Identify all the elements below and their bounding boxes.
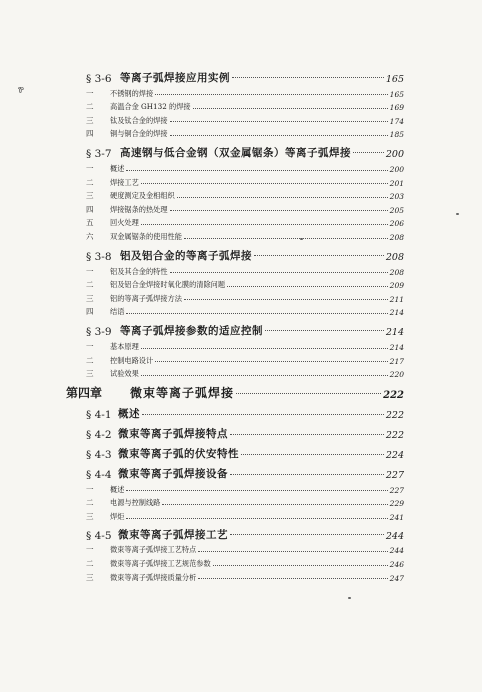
toc-entry-item [66, 263, 404, 277]
toc-entry-item [66, 555, 404, 569]
toc-entry-item [66, 201, 404, 215]
toc-entry-title: 微束等离子弧焊接设备 [118, 468, 228, 481]
dot-leader [353, 152, 384, 153]
toc-entry-item [66, 99, 404, 113]
toc-entry-item [66, 215, 404, 229]
toc-entry-title: 试验效果 [110, 369, 139, 379]
toc-entry-chap [66, 379, 404, 401]
dot-leader [126, 518, 387, 519]
toc-entry-item [66, 160, 404, 174]
toc-entry-page: 169 [389, 103, 404, 113]
toc-entry-number: § 4-1 [86, 409, 112, 422]
dot-leader [198, 578, 387, 579]
toc-entry-title: 焊接工艺 [110, 177, 139, 187]
table-of-contents [66, 64, 404, 583]
toc-entry-item [66, 352, 404, 366]
toc-entry-number: 三 [86, 572, 94, 582]
toc-entry-title: 钛及钛合金的焊接 [110, 115, 168, 125]
toc-entry-title: 高速钢与低合金钢（双金属锯条）等离子弧焊接 [120, 147, 351, 160]
dot-leader [170, 121, 388, 122]
toc-entry-sec2 [66, 522, 404, 542]
toc-entry-page: 214 [385, 327, 404, 339]
dot-leader [254, 255, 384, 256]
toc-entry-item [66, 304, 404, 318]
toc-entry-page: 227 [389, 485, 404, 495]
toc-entry-title: 高温合金 GH132 的焊接 [110, 102, 191, 112]
toc-entry-number: 二 [86, 355, 94, 365]
dot-leader [227, 286, 388, 287]
toc-entry-number: 三 [86, 293, 94, 303]
toc-entry-title: 铝及其合金的特性 [110, 266, 168, 276]
dot-leader [170, 135, 388, 136]
toc-entry-title: 微束等离子弧焊接工艺规范参数 [110, 559, 211, 569]
dot-leader [155, 94, 388, 95]
toc-entry-sec2 [66, 401, 404, 421]
dot-leader [141, 183, 388, 184]
toc-entry-number: § 3-7 [86, 148, 112, 161]
toc-entry-item [66, 481, 404, 495]
dot-leader [141, 224, 388, 225]
toc-entry-page: 241 [389, 512, 404, 522]
toc-entry-number: 一 [86, 484, 94, 494]
toc-entry-sec [66, 317, 404, 338]
toc-entry-item [66, 495, 404, 509]
toc-entry-number: 二 [86, 498, 94, 508]
toc-entry-number: 二 [86, 559, 94, 569]
toc-entry-item [66, 366, 404, 380]
toc-entry-item [66, 126, 404, 140]
toc-entry-item [66, 338, 404, 352]
toc-entry-page: 165 [389, 89, 404, 99]
toc-entry-page: 246 [389, 560, 404, 570]
toc-entry-page: 244 [385, 530, 404, 542]
toc-entry-item [66, 290, 404, 304]
dot-leader [184, 299, 388, 300]
toc-entry-item [66, 569, 404, 583]
dot-leader [170, 272, 388, 273]
toc-entry-number: 一 [86, 88, 94, 98]
toc-entry-title: 等离子弧焊接应用实例 [120, 72, 230, 84]
toc-entry-page: 244 [389, 546, 404, 556]
toc-entry-number: 四 [86, 204, 94, 214]
toc-entry-title: 微束等离子弧的伏安特性 [118, 448, 239, 461]
toc-entry-item [66, 174, 404, 188]
toc-entry-page: 247 [389, 573, 404, 583]
toc-entry-item [66, 542, 404, 556]
dot-leader [141, 348, 388, 349]
dot-leader [155, 361, 388, 362]
toc-entry-title: 回火处理 [110, 218, 139, 228]
toc-entry-sec [66, 139, 404, 160]
dot-leader [236, 393, 381, 394]
toc-entry-title: 铝及铝合金的等离子弧焊接 [120, 249, 252, 262]
toc-entry-number: § 3-8 [86, 250, 112, 263]
dot-leader [230, 534, 384, 535]
toc-entry-title: 铝及铝合金焊接时氧化膜的清除问题 [110, 280, 226, 290]
toc-entry-number: 三 [86, 369, 94, 379]
toc-entry-title: 硬度测定及金相组织 [110, 191, 175, 201]
toc-entry-number: 三 [86, 511, 94, 521]
toc-entry-number: § 3-9 [86, 326, 112, 339]
dot-leader [213, 565, 388, 566]
toc-entry-page: 220 [389, 370, 404, 380]
toc-entry-page: 205 [389, 205, 404, 215]
dot-leader [198, 551, 387, 552]
scan-speck [348, 597, 351, 599]
toc-entry-page: 209 [389, 281, 404, 291]
dot-leader [265, 330, 384, 331]
toc-entry-number: 一 [86, 545, 94, 555]
toc-entry-number: 六 [86, 231, 94, 241]
toc-entry-number: 三 [86, 191, 94, 201]
toc-entry-number: § 4-5 [86, 529, 112, 542]
toc-entry-title: 结语 [110, 307, 125, 317]
toc-entry-page: 200 [385, 149, 404, 161]
toc-entry-title: 铜与铜合金的焊接 [110, 129, 168, 139]
dot-leader [230, 434, 384, 435]
toc-entry-page: 174 [389, 116, 404, 126]
toc-entry-number: 五 [86, 218, 94, 228]
toc-entry-title: 微束等离子弧焊接工艺 [118, 528, 228, 541]
toc-entry-number: § 3-6 [86, 73, 112, 85]
toc-entry-title: 微束等离子弧焊接 [130, 386, 235, 401]
toc-entry-title: 双金属锯条的使用性能 [110, 231, 182, 241]
toc-entry-page: 211 [389, 294, 404, 304]
toc-entry-title: 概述 [118, 408, 140, 421]
toc-entry-title: 概述 [110, 163, 125, 173]
toc-entry-sec [66, 242, 404, 263]
toc-entry-page: 227 [385, 470, 404, 482]
dot-leader [142, 414, 384, 415]
dot-leader [141, 375, 388, 376]
toc-entry-page: 222 [383, 390, 404, 402]
margin-mark: Ꮘ [18, 86, 24, 95]
toc-entry-title: 电源与控制线路 [110, 498, 161, 508]
dot-leader [241, 454, 384, 455]
toc-entry-number: § 4-3 [86, 449, 112, 462]
toc-entry-title: 铝的等离子弧焊接方法 [110, 293, 182, 303]
toc-entry-page: 203 [389, 192, 404, 202]
toc-entry-number: 一 [86, 163, 94, 173]
toc-entry-title: 等离子弧焊接参数的适应控制 [120, 325, 263, 338]
toc-entry-page: 224 [385, 450, 404, 462]
toc-entry-number: 一 [86, 266, 94, 276]
toc-entry-number: 二 [86, 102, 94, 112]
toc-entry-item [66, 508, 404, 522]
toc-entry-title: 基本原理 [110, 341, 139, 351]
toc-entry-number: 四 [86, 307, 94, 317]
toc-entry-item [66, 188, 404, 202]
dot-leader [126, 490, 387, 491]
toc-entry-item [66, 85, 404, 99]
toc-entry-number: 第四章 [66, 386, 103, 401]
scan-speck [456, 213, 459, 215]
dot-leader [170, 210, 388, 211]
toc-entry-page: 165 [385, 74, 404, 85]
toc-entry-item [66, 112, 404, 126]
toc-entry-item [66, 228, 404, 242]
toc-entry-number: 三 [86, 115, 94, 125]
toc-entry-page: 214 [389, 308, 404, 318]
toc-entry-page: 222 [385, 410, 404, 422]
toc-entry-title: 概述 [110, 484, 125, 494]
toc-entry-number: § 4-2 [86, 429, 112, 442]
dot-leader [126, 313, 387, 314]
toc-entry-page: 206 [389, 219, 404, 229]
toc-entry-title: 焊炬 [110, 511, 125, 521]
toc-entry-number: 四 [86, 129, 94, 139]
dot-leader [177, 197, 388, 198]
toc-entry-page: 201 [389, 178, 404, 188]
dot-leader [162, 504, 387, 505]
toc-entry-page: 214 [389, 342, 404, 352]
toc-entry-item [66, 277, 404, 291]
dot-leader [193, 108, 388, 109]
toc-entry-title: 微束等离子弧焊接工艺特点 [110, 545, 197, 555]
dot-leader [230, 474, 384, 475]
toc-entry-number: 一 [86, 341, 94, 351]
toc-entry-title: 微束等离子弧焊接质量分析 [110, 572, 197, 582]
toc-entry-sec2 [66, 421, 404, 441]
toc-entry-title: 控制电路设计 [110, 355, 154, 365]
toc-entry-sec2 [66, 441, 404, 461]
toc-entry-page: 229 [389, 499, 404, 509]
toc-entry-page: 208 [389, 267, 404, 277]
toc-entry-page: 217 [389, 356, 404, 366]
toc-entry-page: 185 [389, 130, 404, 140]
toc-entry-page: 208 [389, 232, 404, 242]
dot-leader [184, 238, 388, 239]
toc-entry-title: 不锈钢的焊接 [110, 88, 154, 98]
toc-entry-title: 微束等离子弧焊接特点 [118, 428, 228, 441]
toc-entry-page: 200 [389, 164, 404, 174]
toc-entry-number: 二 [86, 280, 94, 290]
toc-entry-page: 208 [385, 251, 404, 263]
toc-entry-sec [66, 64, 404, 85]
toc-entry-sec2 [66, 461, 404, 481]
dot-leader [232, 77, 384, 78]
toc-entry-number: § 4-4 [86, 469, 112, 482]
toc-entry-title: 焊接锯条的热处理 [110, 204, 168, 214]
toc-entry-number: 二 [86, 177, 94, 187]
toc-entry-page: 222 [385, 430, 404, 442]
dot-leader [126, 170, 387, 171]
